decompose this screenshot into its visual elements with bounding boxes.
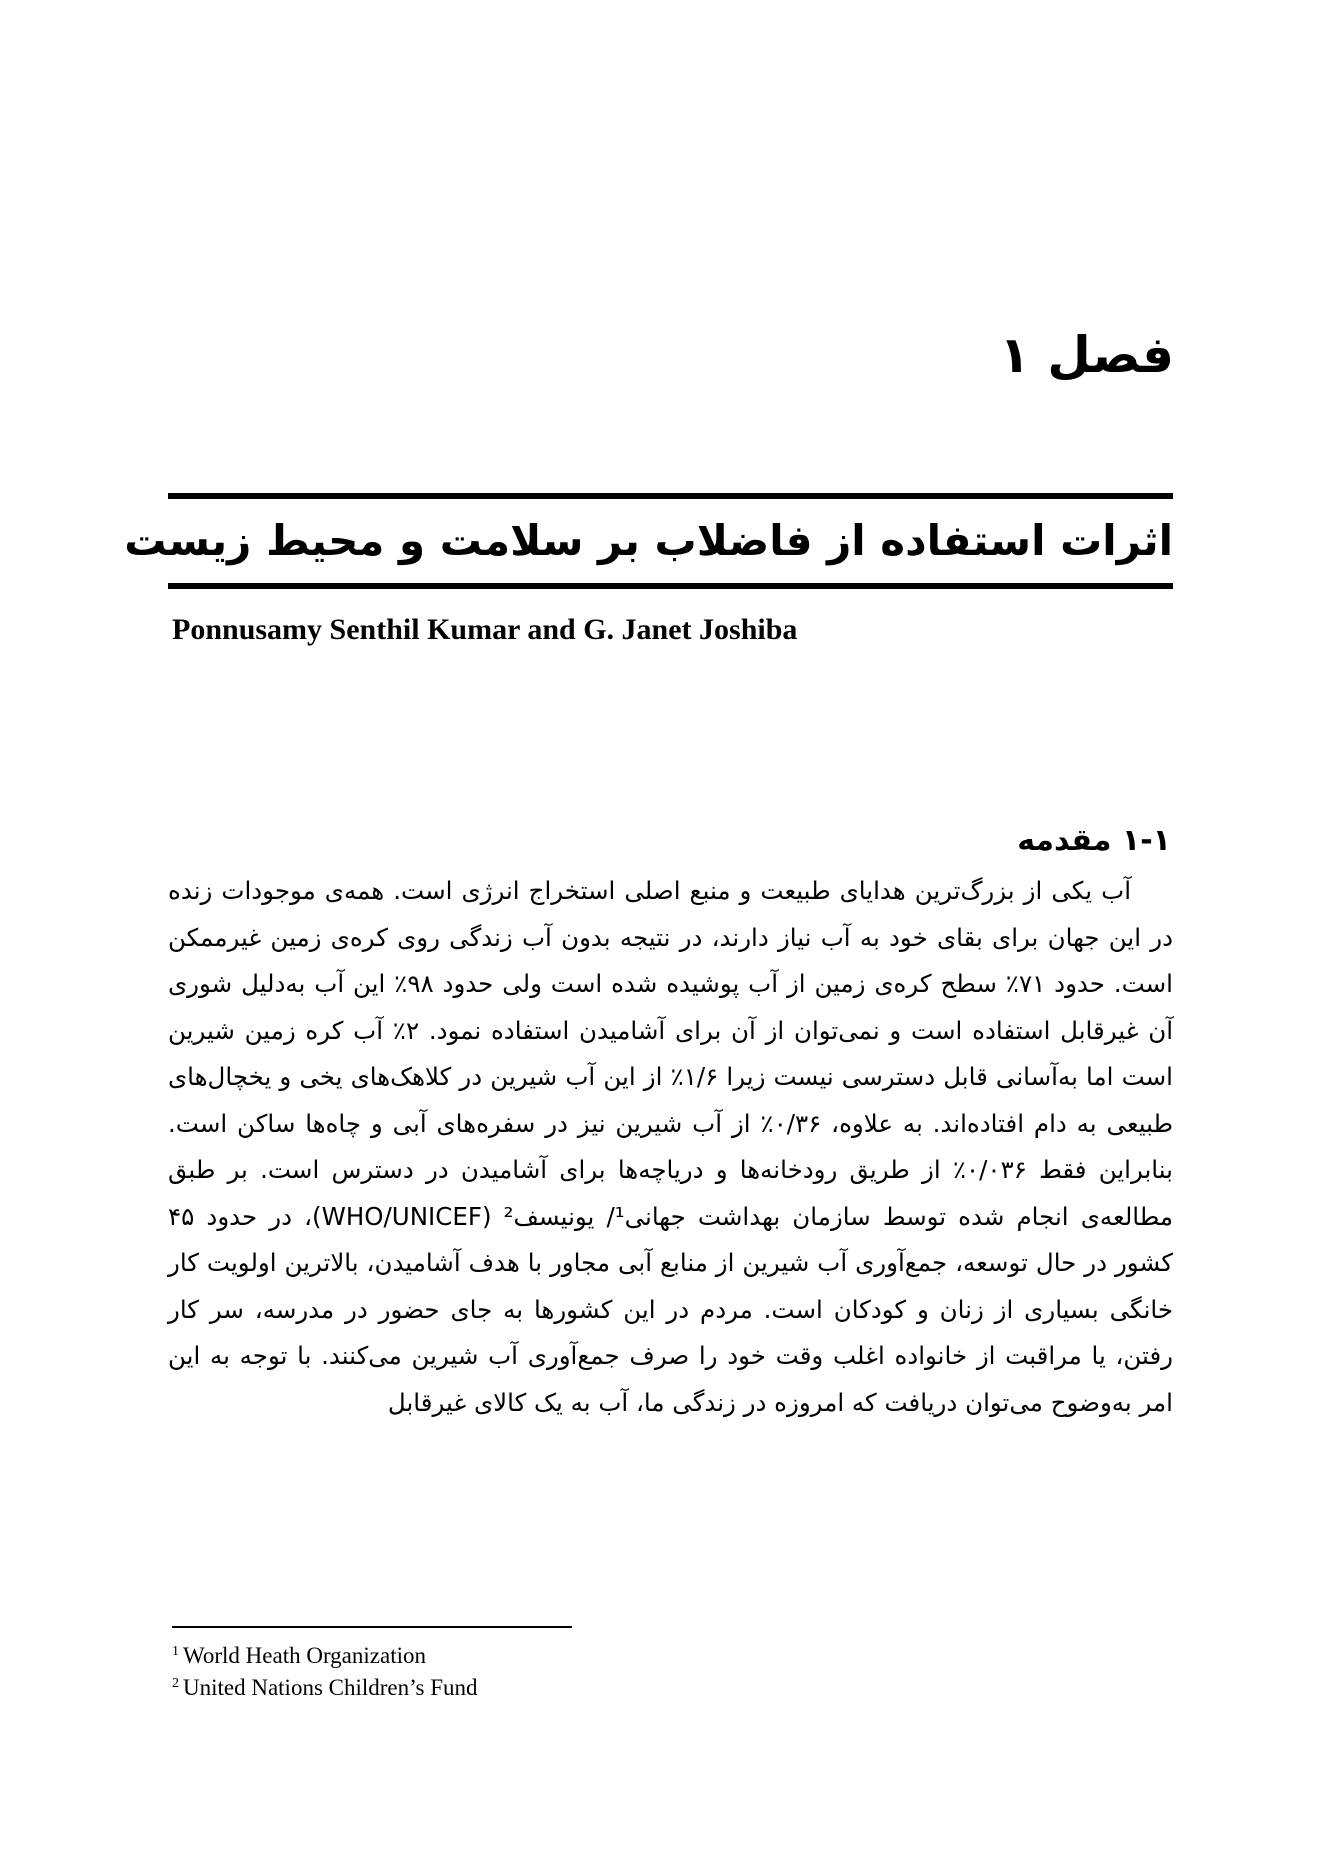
chapter-label: فصل ۱ (999, 326, 1174, 384)
footnote-separator (172, 1626, 572, 1628)
chapter-authors: Ponnusamy Senthil Kumar and G. Janet Joshiba (172, 613, 798, 646)
footnote-text: World Heath Organization (183, 1643, 426, 1668)
section-heading: ۱-۱ مقدمه (1017, 823, 1171, 858)
footnote-text: United Nations Children’s Fund (183, 1675, 478, 1700)
title-rule-bottom (168, 583, 1173, 589)
footnote-2 (172, 1670, 478, 1702)
body-paragraph: آب یکی از بزرگ‌ترین هدایای طبیعت و منبع اصلی استخراج انرژی است. همه‌ی موجودات زنده در این جهان برای بقای خود به آب نیاز دارند، در نتیجه بدون آب زندگی روی کره‌ی زمین غیرممکن است. حدود ۷۱٪ سطح کره‌ی زمین از آب پوشیده شده است ولی حدود ۹۸٪ این آب به‌دلیل شوری آن غیرقابل استفاده است و نمی‌توان از آن برای آشامیدن استفاده نمود. ۲٪ آب کره زمین شیرین است اما به‌آسانی قابل دسترسی نیست زیرا ۱/۶٪ از این آب شیرین در کلاهک‌های یخی و یخچال‌های طبیعی به دام افتاده‌اند. به علاوه، ۰/۳۶٪ از آب شیرین نیز در سفره‌های آبی و چاه‌ها ساکن است. بنابراین فقط ۰/۰۳۶٪ از طریق رودخانه‌ها و دریاچه‌ها برای آشامیدن در دسترس است. بر طبق مطالعه‌ی انجام شده توسط سازمان بهداشت جهانی¹/ یونیسف² (WHO/UNICEF)، در حدود ۴۵ کشور در حال توسعه، جمع‌آوری آب شیرین از منابع آبی مجاور با هدف آشامیدن، بالاترین اولویت کار خانگی بسیاری از زنان و کودکان است. مردم در این کشورها به جای حضور در مدرسه، سر کار رفتن، یا مراقبت از خانواده اغلب وقت خود را صرف جمع‌آوری آب شیرین می‌کنند. با توجه به این امر به‌وضوح می‌توان دریافت که امروزه در زندگی ما، آب به یک کالای غیرقابل (168, 876, 1174, 1417)
body-text (168, 868, 1173, 1426)
footnotes (172, 1638, 478, 1702)
title-rule-top (168, 493, 1173, 499)
footnote-mark: 2 (172, 1676, 179, 1691)
footnote-1 (172, 1638, 478, 1670)
chapter-title: اثرات استفاده از فاضلاب بر سلامت و محیط زیست (124, 516, 1173, 565)
footnote-mark: 1 (172, 1644, 179, 1659)
